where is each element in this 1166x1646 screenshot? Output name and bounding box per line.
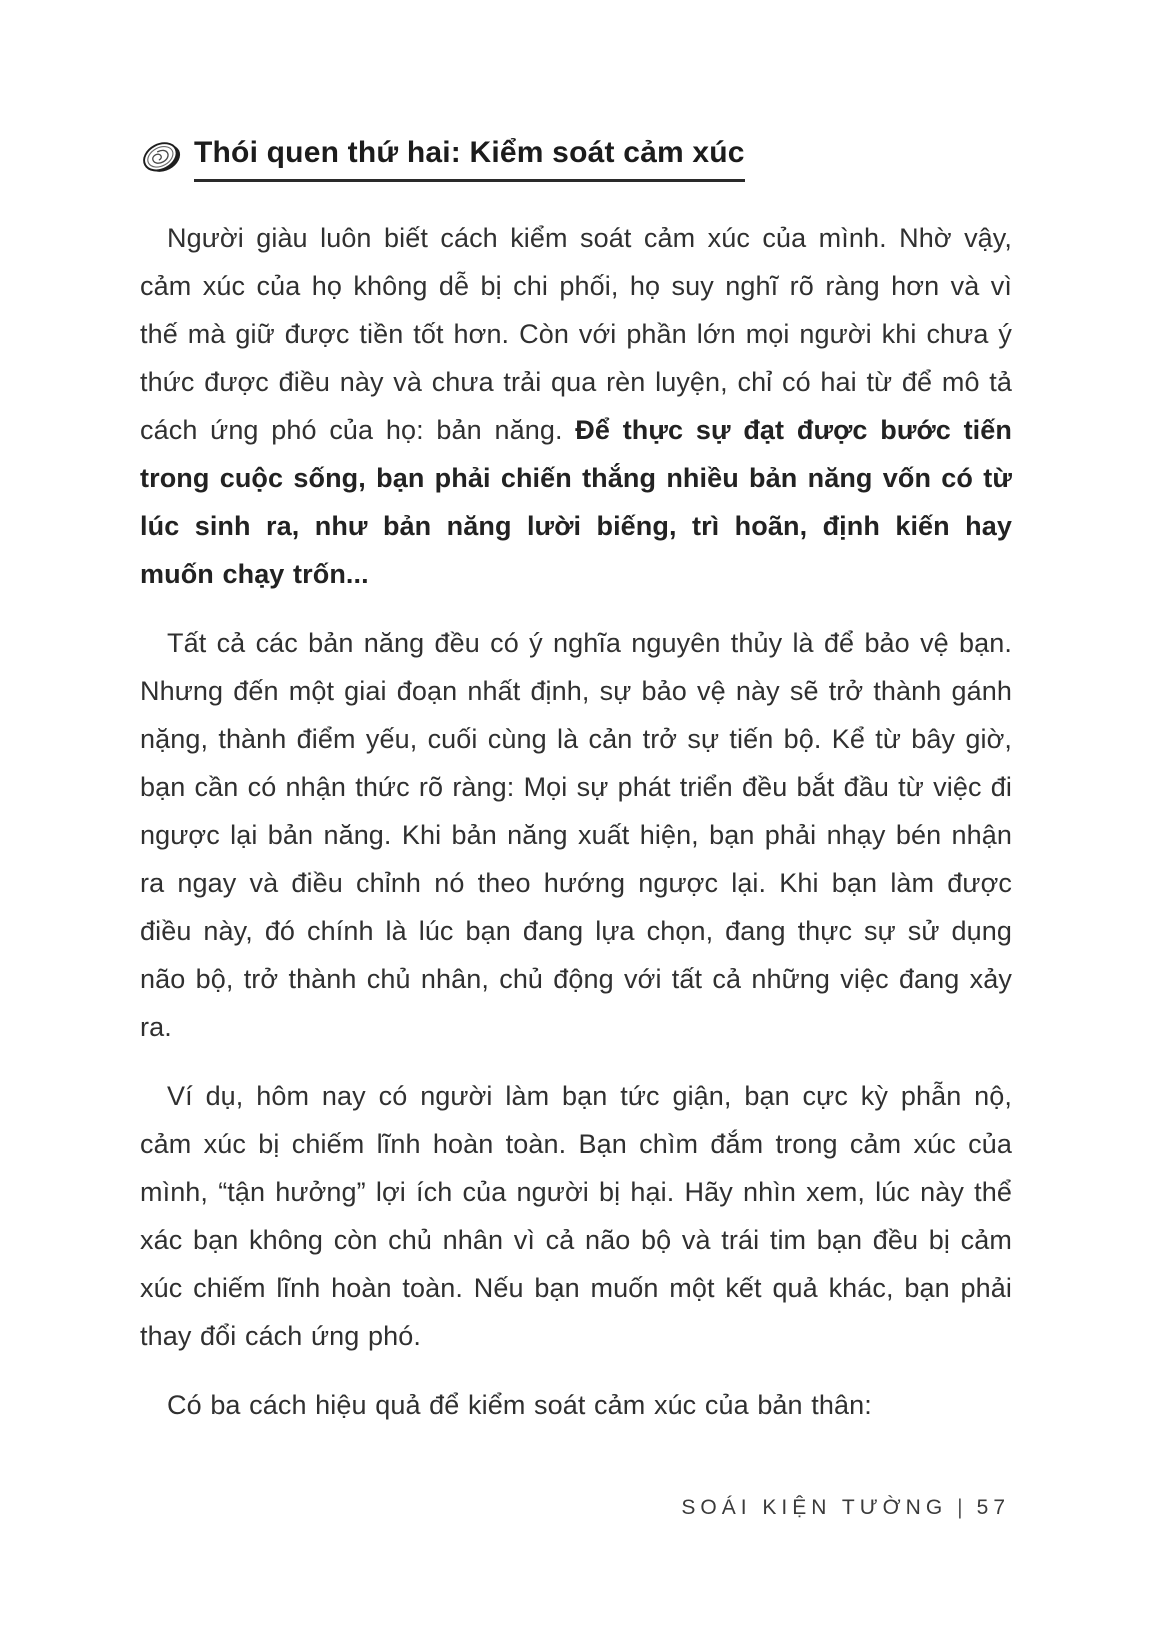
footer-page-number: 57 [976,1496,1010,1519]
page-content [140,136,1012,1450]
paragraph-run: Tất cả các bản năng đều có ý nghĩa nguyên thủy là để bảo vệ bạn. Nhưng đến một giai đoạn nhất định, sự bảo vệ này sẽ trở thành gánh nặng, thành điểm yếu, cuối cùng là cản trở sự tiến bộ. Kể từ bây giờ, bạn cần có nhận thức rõ ràng: Mọi sự phát triển đều bắt đầu từ việc đi ngược lại bản năng. Khi bản năng xuất hiện, bạn phải nhạy bén nhận ra ngay và điều chỉnh nó theo hướng ngược lại. Khi bạn làm được điều này, đó chính là lúc bạn đang lựa chọn, đang thực sự sử dụng não bộ, trở thành chủ nhân, chủ động với tất cả những việc đang xảy ra. [140,628,1012,1042]
body-text [140,214,1012,1429]
paragraph [140,214,1012,598]
paragraph-run: Người giàu luôn biết cách kiểm soát cảm xúc của mình. Nhờ vậy, cảm xúc của họ không dễ bị chi phối, họ suy nghĩ rõ ràng hơn và vì thế mà giữ được tiền tốt hơn. Còn với phần lớn mọi người khi chưa ý thức được điều này và chưa trải qua rèn luyện, chỉ có hai từ để mô tả cách ứng phó của họ: bản năng. [140,223,1012,445]
paragraph [140,1381,1012,1429]
paragraph-bold-run: Để thực sự đạt được bước tiến trong cuộc sống, bạn phải chiến thắng nhiều bản năng vốn có từ lúc sinh ra, như bản năng lười biếng, trì hoãn, định kiến hay muốn chạy trốn... [140,415,1012,589]
paragraph-run: Ví dụ, hôm nay có người làm bạn tức giận, bạn cực kỳ phẫn nộ, cảm xúc bị chiếm lĩnh hoàn toàn. Bạn chìm đắm trong cảm xúc của mình, “tận hưởng” lợi ích của người bị hại. Hãy nhìn xem, lúc này thể xác bạn không còn chủ nhân vì cả não bộ và trái tim bạn đều bị cảm xúc chiếm lĩnh hoàn toàn. Nếu bạn muốn một kết quả khác, bạn phải thay đổi cách ứng phó. [140,1081,1012,1351]
paragraph [140,1072,1012,1360]
paragraph-run: Có ba cách hiệu quả để kiểm soát cảm xúc của bản thân: [167,1390,872,1420]
chapter-heading [140,136,1012,182]
footer-author: SOÁI KIỆN TƯỜNG [681,1496,948,1519]
coin-icon [140,136,182,178]
paragraph [140,619,1012,1051]
footer-separator: | [957,1496,963,1519]
page-footer [681,1496,1010,1520]
heading-text: Thói quen thứ hai: Kiểm soát cảm xúc [194,136,745,182]
